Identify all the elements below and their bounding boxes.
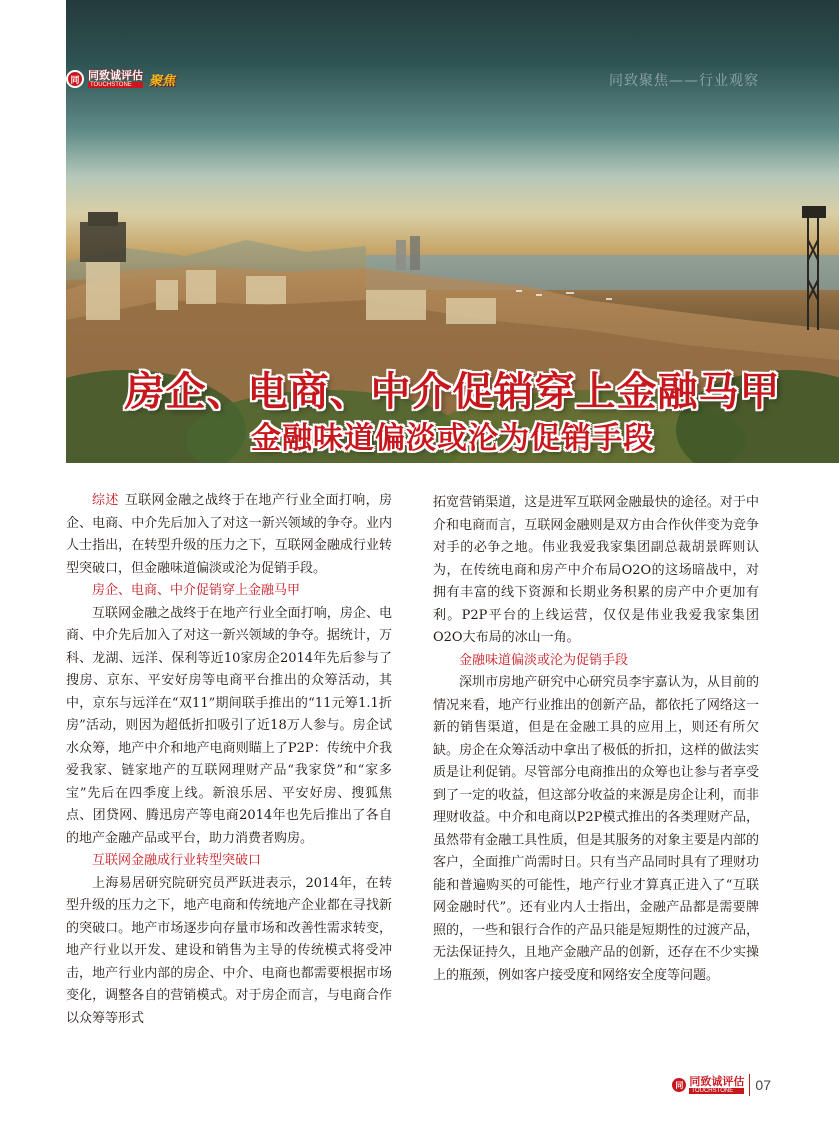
footer-brand-english: TOUCHSTONE bbox=[689, 1088, 744, 1094]
paragraph-1: 互联网金融之战终于在地产行业全面打响，房企、电商、中介先后加入了对这一新兴领域的争夺。据统计，万科、龙湖、远洋、保利等近10家房企2014年先后参与了搜房、京东、平安好房等电商平台推出的众筹活动，其中，京东与远洋在“双11”期间联手推出的“11元筹1.1折房”活动，则因为超低折扣吸引了近18万人参与。房企试水众筹，地产中介和地产电商则瞄上了P2P：传统中介我爱我家、链家地产的互联网理财产品“我家贷”和“家多宝”先后在四季度上线。新浪乐居、平安好房、搜狐焦点、团贷网、腾迅房产等电商2014年也先后推出了各自的地产金融产品或平台，助力消费者购房。 bbox=[66, 605, 392, 846]
section-heading-2: 互联网金融成行业转型突破口 bbox=[92, 853, 262, 868]
brand-text bbox=[88, 70, 143, 88]
page-footer bbox=[672, 1074, 771, 1096]
article-subtitle: 金融味道偏淡或沦为促销手段 bbox=[251, 421, 654, 456]
page-number: 07 bbox=[755, 1077, 771, 1093]
paragraph-3: 深圳市房地产研究中心研究员李宇嘉认为，从目前的情况来看，地产行业推出的创新产品，都依托了网络这一新的销售渠道，但是在金融工具的应用上，则还有所欠缺。房企在众筹活动中拿出了极低的折扣，这样的做法实质是让利促销。尽管部分电商推出的众筹也让参与者享受到了一定的收益，但这部分收益的来源是房企让利，而非理财收益。中介和电商以P2P模式推出的各类理财产品，虽然带有金融工具性质，但是其服务的对象主要是内部的客户，全面推广尚需时日。只有当产品同时具有了理财功能和普遍购买的可能性，地产行业才算真正进入了“互联网金融时代”。还有业内人士指出，金融产品都是需要牌照的，一些和银行合作的产品只能是短期性的过渡产品，无法保证持久，且地产金融产品的创新，还存在不少实操上的瓶颈，例如客户接受度和网络安全度等问题。 bbox=[433, 675, 759, 983]
brand-tag: 聚焦 bbox=[149, 73, 176, 89]
article-title: 房企、电商、中介促销穿上金融马甲 bbox=[124, 368, 781, 415]
brand-logo-block bbox=[66, 68, 175, 90]
footer-logo-icon: 同 bbox=[672, 1078, 686, 1092]
brand-logo-icon: 同 bbox=[66, 70, 84, 88]
footer-divider bbox=[749, 1074, 750, 1096]
footer-brand-name: 同致诚评估 bbox=[689, 1075, 745, 1088]
paragraph-2: 上海易居研究院研究员严跃进表示，2014年，在转型升级的压力之下，地产电商和传统地产企业都在寻找新的突破口。地产市场逐步向存量市场和改善性需求转变，地产行业以开发、建设和销售为主导的传统模式将受冲击，地产行业内部的房企、中介、电商也都需要根据市场变化，调整各自的营销模式。对于房企而言，与电商合作以众筹等形式 bbox=[66, 875, 392, 1026]
section-heading-1: 房企、电商、中介促销穿上金融马甲 bbox=[92, 583, 301, 598]
lead-label: 综述 bbox=[92, 493, 119, 508]
lead-paragraph bbox=[66, 490, 392, 580]
section-tag: 同致聚焦——行业观察 bbox=[609, 73, 759, 89]
brand-name: 同致诚评估 bbox=[88, 69, 143, 82]
article-column-right bbox=[433, 492, 759, 987]
article-column-left bbox=[66, 490, 392, 1030]
paragraph-2-continued: 拓宽营销渠道，这是进军互联网金融最快的途径。对于中介和电商而言，互联网金融则是双方由合作伙伴变为竞争对手的必争之地。伟业我爱我家集团副总裁胡景晖则认为，在传统电商和房产中介布局O2O的这场暗战中，对拥有丰富的线下资源和长期业务积累的房产中介更加有利。P2P平台的上线运营，仅仅是伟业我爱我家集团O2O大布局的冰山一角。 bbox=[433, 495, 759, 645]
section-heading-3: 金融味道偏淡或沦为促销手段 bbox=[459, 652, 629, 668]
hero-image bbox=[66, 0, 839, 463]
footer-brand bbox=[689, 1076, 744, 1094]
brand-english-name: TOUCHSTONE bbox=[88, 82, 143, 88]
lead-text: 互联网金融之战终于在地产行业全面打响，房企、电商、中介先后加入了对这一新兴领域的争夺。业内人士指出，在转型升级的压力之下，互联网金融成行业转型突破口，但金融味道偏淡或沦为促销手段。 bbox=[66, 493, 392, 576]
